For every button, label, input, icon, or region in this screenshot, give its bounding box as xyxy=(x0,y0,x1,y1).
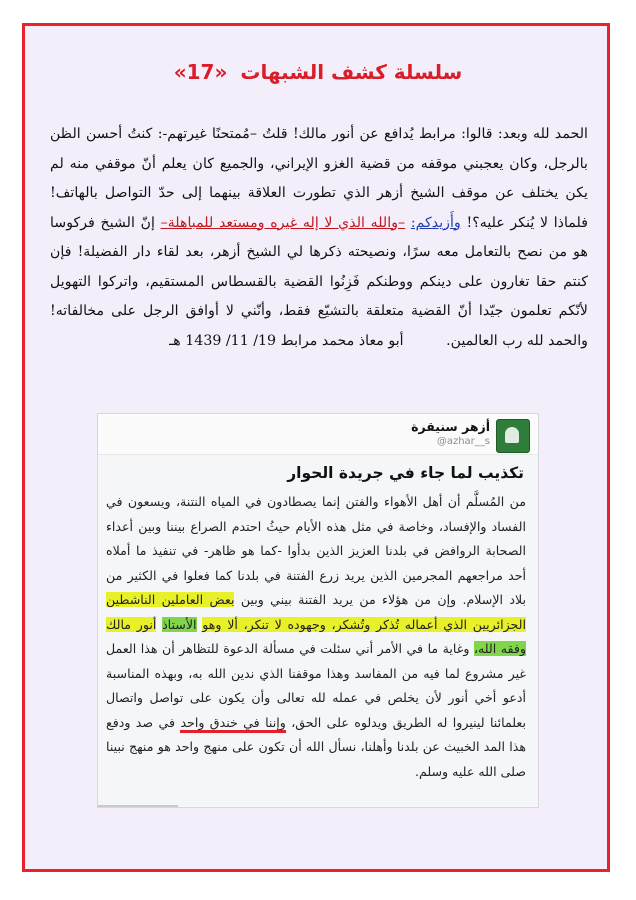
page-title xyxy=(0,60,636,84)
tweet-text-3: في صد ودفع هذا المد الخبيث عن بلدنا وأهلنا، نسأل الله أن تكون على منهج واحد هو منهج نبينا صلى الله عليه وسلم. xyxy=(106,714,526,779)
tweet-highlight-green-2: وفقه الله، xyxy=(473,641,526,656)
tweet-card xyxy=(97,413,539,808)
tweet-highlight-yellow-1: بعض العاملين الناشطين الجزائريين الذي أعماله تُذكر وتُشكر، وجهوده لا تنكر، ألا وهو xyxy=(106,592,526,632)
tweet-underlined-phrase: وإننا في خندق واحد xyxy=(180,715,285,733)
title-number: «17» xyxy=(173,60,228,84)
tweet-body xyxy=(106,490,526,784)
account-name: أزهر سنيقرة xyxy=(411,419,490,434)
account-handle: @azhar__s xyxy=(436,436,490,447)
article-signature: أبو معاذ محمد مرابط 19/ 11/ 1439 هـ xyxy=(169,332,404,349)
tweet-text-1: من المُسلَّم أن أهل الأهواء والفتن إنما يصطادون في المياه النتنة، ويسعون في الفساد والإفساد، وخاصة في مثل هذه الأيام حيثُ احتدم الصراع بيننا وبين أعداء الصحابة الروافض في بلدنا العزيز الذين بدأوا -كما هو ظاهر- في تنفيذ ما أملاه أحد مراجعهم المجرمين الذين يريد زرع الفتنة في بلدنا كما فعلوا في الكثير من بلاد الإسلام. وإن من هؤلاء من يريد الفتنة بيني وبين xyxy=(106,494,526,607)
article-paragraph-2: إنّ الشيخ فركوسا هو من نصح بالتعامل معه سرًا، ونصيحته ذكرها لي الشيخ أزهر، بعد لقاء دار الفضيلة! فإن كنتم حقا تغارون على دينكم ووطنكم فَزِنُوا القضية بالقسطاس المستقيم، واتركوا التهويل لأنّكم تعلمون جيّدا أنّ القضية متعلقة بالتشيّع فقط، وأنّني لا أوافق الرجل على مخالفاته! والحمد لله رب العالمين. xyxy=(50,214,588,349)
article-paragraph-1: الحمد لله وبعد: قالوا: مرابط يُدافع عن أنور مالك! قلتُ –مُمتحنًا غيرتهم-: كنتُ أحسن الظن بالرجل، وكان يعجبني موقفه من قضية الغزو الإيراني، والجميع كان يعلم أنّ موقفي منه لم يكن يختلف عن موقف الشيخ أزهر الذي تطورت العلاقة بينهما إلى حدّ التواصل بالهاتف! فلماذا لا يُنكر عليه؟! xyxy=(50,126,588,231)
article-blue-phrase: وأَزيدكم: xyxy=(410,214,461,231)
tweet-bottom-rule xyxy=(98,805,178,807)
tweet-highlight-green-1: الأستاذ xyxy=(162,616,197,632)
article-body xyxy=(50,120,588,356)
title-text: سلسلة كشف الشبهات xyxy=(240,60,463,84)
account-logo-icon xyxy=(496,419,530,453)
tweet-header xyxy=(98,414,538,455)
article-red-oath: –والله الذي لا إله غيره ومستعد للمباهلة– xyxy=(160,214,406,231)
tweet-highlight-yellow-2: أنور مالك xyxy=(106,616,157,632)
tweet-text-2: وغاية ما في الأمر أني سئلت في مسألة الدعوة للتظاهر أن هذا العمل غير مشروع لما فيه من المفاسد وهذا موقفنا الذي ندين الله به، وبهذه المناسبة أدعو أخي أنور لأن يخلص في عمله لله تعالى وأن يكون على تواصل واتصال بعلمائنا لينيروا له الطريق ويدلوه على الحق، xyxy=(106,641,526,730)
tweet-title: تكذيب لما جاء في جريدة الحوار xyxy=(287,464,524,482)
